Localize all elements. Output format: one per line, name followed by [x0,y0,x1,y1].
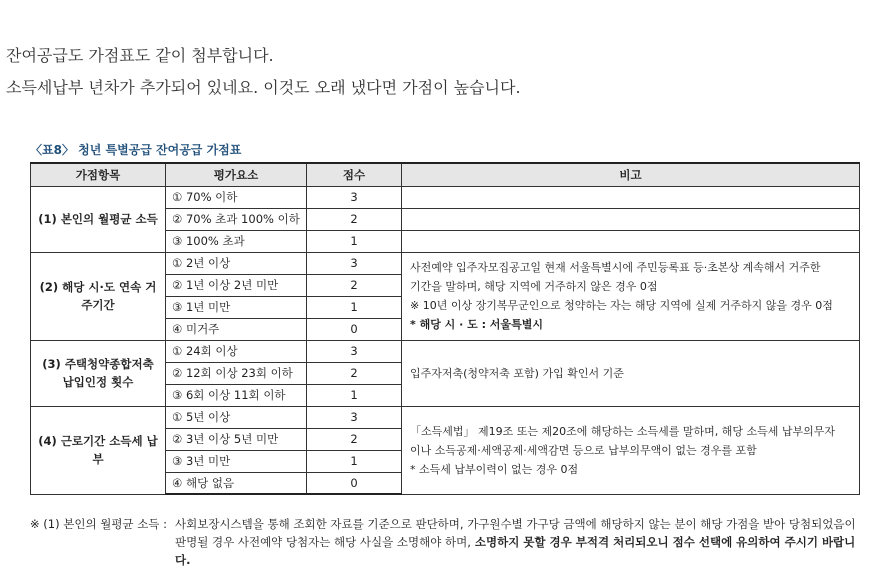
table-header-row [31,163,860,186]
factor-cell: ① 70% 이하 [166,186,307,208]
score-table [30,162,860,495]
points-cell: 0 [307,318,402,340]
points-cell: 2 [307,208,402,230]
table-caption: 〈표8〉 청년 특별공급 잔여공급 가점표 [30,143,242,157]
points-cell: 3 [307,186,402,208]
points-cell: 3 [307,252,402,274]
note-line: 사전예약 입주자모집공고일 현재 서울특별시에 주민등록표 등·초본상 계속해서 거주한 [410,261,821,274]
category-income-tax: (4) 근로기간 소득세 납부 [31,406,166,494]
note-line: 기간을 말하며, 해당 지역에 거주하지 않은 경우 0점 [410,280,658,293]
factor-cell: ② 12회 이상 23회 이하 [166,362,307,384]
points-cell: 2 [307,428,402,450]
header-points: 점수 [307,163,402,186]
note-line: ※ 10년 이상 장기복무군인으로 청약하는 자는 해당 지역에 실제 거주하지 않을 경우 0점 [410,299,833,312]
factor-cell: ④ 해당 없음 [166,472,307,494]
note-line: * 소득세 납부이력이 없는 경우 0점 [410,462,579,476]
points-cell: 1 [307,230,402,252]
points-cell: 0 [307,472,402,494]
intro-line-2: 소득세납부 년차가 추가되어 있네요. 이것도 오래 냈다면 가점이 높습니다. [6,78,521,97]
table-row [31,406,860,428]
footnote-text: 사회보장시스템을 통해 조회한 자료를 기준으로 판단하며, 가구원수별 가구당 금액에 해당하지 않는 분이 해당 가점을 받아 당첨되었음이 판명될 경우 사전예약 당첨자는 해당 사실을 소명해야 하며, [175,517,856,549]
footnote-bold-text: 소명하지 못할 경우 부적격 처리되오니 점수 선택에 유의하여 주시기 바랍니다. [175,535,856,567]
note-line: 이나 소득공제·세액공제·세액감면 등으로 납부의무액이 없는 경우를 포함 [410,443,757,457]
factor-cell: ③ 100% 초과 [166,230,307,252]
note-income-tax [402,406,860,494]
factor-cell: ② 3년 이상 5년 미만 [166,428,307,450]
note-cell-empty [402,208,860,230]
factor-cell: ③ 3년 미만 [166,450,307,472]
points-cell: 1 [307,384,402,406]
category-residence: (2) 해당 시·도 연속 거주기간 [31,252,166,340]
factor-cell: ② 1년 이상 2년 미만 [166,274,307,296]
header-category: 가점항목 [31,163,166,186]
header-note: 비고 [402,163,860,186]
intro-line-1: 잔여공급도 가점표도 같이 첨부합니다. [6,46,274,65]
note-savings [402,340,860,406]
factor-cell: ③ 6회 이상 11회 이하 [166,384,307,406]
footnote-body [175,515,865,569]
footnote-label: ※ (1) 본인의 월평균 소득 : [30,517,167,531]
category-income: (1) 본인의 월평균 소득 [31,186,166,252]
points-cell: 2 [307,274,402,296]
table-row [31,186,860,208]
table-row [31,340,860,362]
points-cell: 2 [307,362,402,384]
factor-cell: ④ 미거주 [166,318,307,340]
note-line: 「소득세법」 제19조 또는 제20조에 해당하는 소득세를 말하며, 해당 소득세 납부의무자 [410,424,835,438]
intro-text [6,40,521,104]
table-row [31,252,860,274]
header-factor: 평가요소 [166,163,307,186]
note-cell-empty [402,186,860,208]
note-line-bold: * 해당 시 · 도 : 서울특별시 [410,318,543,331]
factor-cell: ① 2년 이상 [166,252,307,274]
factor-cell: ② 70% 초과 100% 이하 [166,208,307,230]
points-cell: 3 [307,406,402,428]
note-line: 입주자저축(청약저축 포함) 가입 확인서 기준 [410,366,624,380]
points-cell: 3 [307,340,402,362]
points-cell: 1 [307,450,402,472]
category-savings: (3) 주택청약종합저축 납입인정 횟수 [31,340,166,406]
points-cell: 1 [307,296,402,318]
factor-cell: ① 24회 이상 [166,340,307,362]
factor-cell: ③ 1년 미만 [166,296,307,318]
note-residence [402,252,860,340]
note-cell-empty [402,230,860,252]
factor-cell: ① 5년 이상 [166,406,307,428]
